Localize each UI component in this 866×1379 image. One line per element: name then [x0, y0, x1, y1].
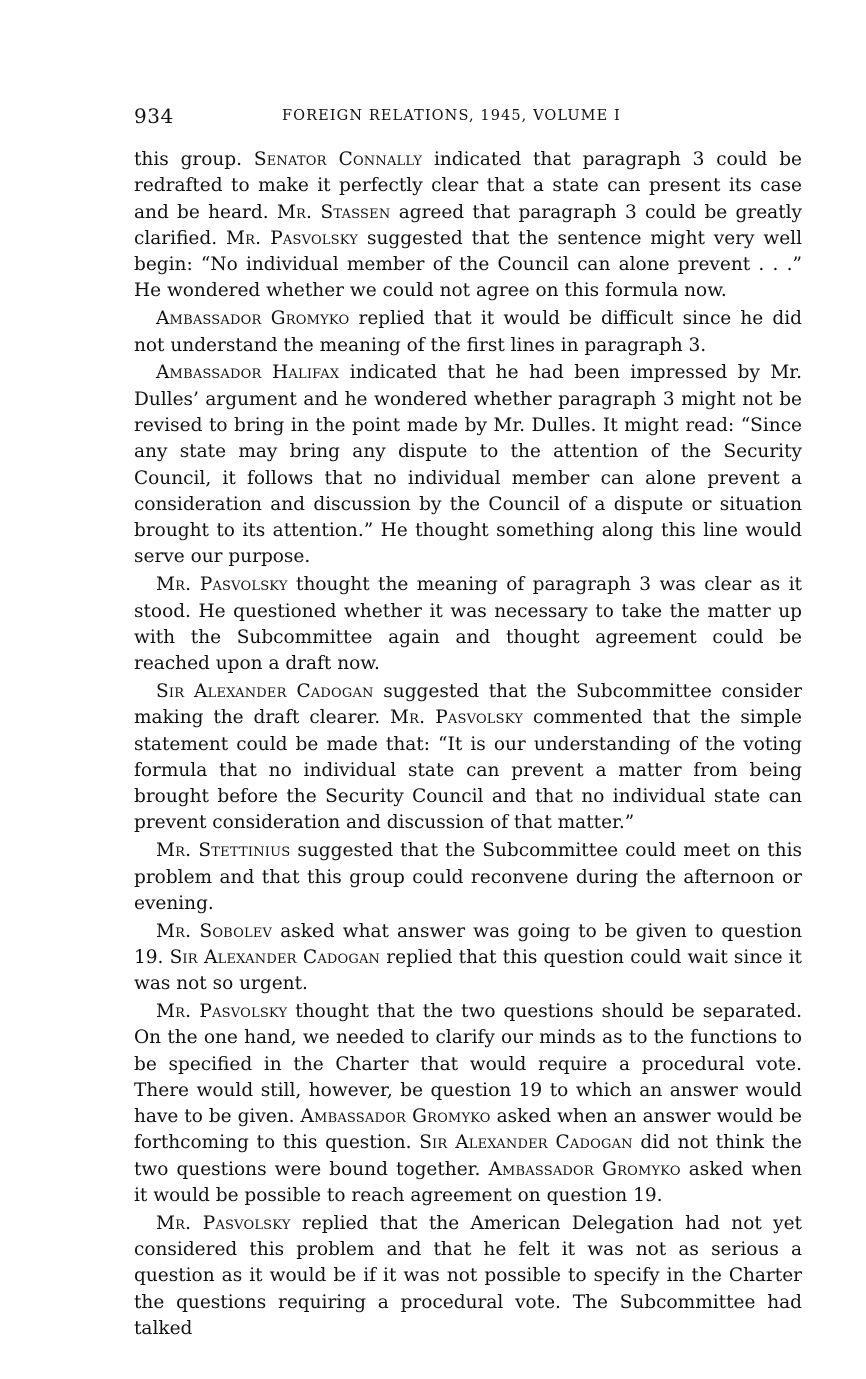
speaker-name: Mr. Stassen: [276, 201, 391, 223]
paragraph-text: agreed that paragraph 3 could be greatly clarified.: [134, 201, 802, 249]
speaker-name: Mr. Pasvolsky: [156, 1212, 291, 1234]
paragraph-text: thought that the two questions should be separated. On the one hand, we needed to clarify our minds as to the functions to be specified in the Charter that would require a procedural vote. There would still, however, be question 19 to which an answer would have to be given.: [134, 1001, 802, 1128]
paragraph-text: did not think the two questions were bound together.: [134, 1132, 802, 1180]
paragraph-text: this group.: [134, 149, 254, 170]
paragraph: [134, 999, 802, 1209]
paragraph: [134, 919, 802, 998]
paragraph: [134, 679, 802, 837]
speaker-name: Sir Alexander Cadogan: [419, 1132, 633, 1154]
speaker-name: Senator Connally: [253, 149, 423, 170]
paragraph: [134, 360, 802, 570]
paragraph-text: asked when it would be possible to reach agreement on question 19.: [134, 1158, 802, 1207]
running-head-title: FOREIGN RELATIONS, 1945, VOLUME I: [282, 108, 621, 124]
paragraph-text: replied that the American Delegation had not yet considered this problem and that he felt it was not as serious a question as it would be if it was not possible to specify in the Charter the questions requiring a procedural vote. The Subcommittee had talked: [134, 1212, 802, 1340]
paragraph: [134, 572, 802, 677]
paragraph-text: indicated that he had been impressed by Mr. Dulles’ argument and he wondered whether paragraph 3 might not be revised to bring in the point made by Mr. Dulles. It might read: “Since any state may bring any dispute to the attention of the Security Council, it follows that no individual member can alone prevent a consideration and discussion by the Council of a dispute or situation brought to its attention.” He thought something along this line would serve our purpose.: [134, 362, 802, 568]
speaker-name: Ambassador Halifax: [156, 362, 340, 384]
speaker-name: Mr. Pasvolsky: [156, 574, 288, 596]
page-number: 934: [134, 104, 174, 128]
speaker-name: Sir Alexander Cadogan: [169, 946, 381, 968]
speaker-name: Mr. Sobolev: [156, 920, 273, 942]
paragraph-text: commented that the simple statement could be made that: “It is our understanding of the voting formula that no individual state can prevent a matter from being brought before the Security Council and that no individual state can prevent consideration and discussion of that matter.”: [134, 707, 803, 834]
paragraph-text: suggested that the Subcommittee could meet on this problem and that this group could reconvene during the afternoon or evening.: [134, 840, 802, 914]
speaker-name: Ambassador Gromyko: [156, 308, 350, 330]
running-head: [134, 104, 802, 134]
paragraph-text: thought the meaning of paragraph 3 was clear as it stood. He questioned whether it was necessary to take the matter up with the Subcommittee again and thought agreement could be reached upon a draft now.: [134, 574, 802, 675]
paragraph: [134, 306, 802, 359]
paragraph-text: replied that it would be difficult since he did not understand the meaning of the first lines in paragraph 3.: [134, 308, 802, 356]
paragraph: [134, 147, 802, 305]
paragraph-text: suggested that the sentence might very well begin: “No individual member of the Council can alone prevent . . .” He wondered whether we could not agree on this formula now.: [134, 227, 802, 302]
speaker-name: Mr. Stettinius: [156, 840, 291, 862]
paragraph-text: asked when an answer would be forthcoming to this question.: [134, 1106, 802, 1154]
paragraph-text: suggested that the Subcommittee consider making the draft clearer.: [134, 680, 802, 729]
paragraph: [134, 838, 802, 917]
paragraph-text: replied that this question could wait since it was not so urgent.: [134, 946, 802, 995]
speaker-name: Mr. Pasvolsky: [225, 227, 359, 249]
speaker-name: Mr. Pasvolsky: [156, 1001, 288, 1022]
paragraph-text: indicated that paragraph 3 could be redrafted to make it perfectly clear that a state can present its case and be heard.: [134, 149, 802, 223]
paragraph: [134, 1211, 802, 1342]
speaker-name: Mr. Pasvolsky: [389, 707, 524, 729]
paragraph-text: asked what answer was going to be given to question 19.: [134, 920, 802, 968]
speaker-name: Ambassador Gromyko: [488, 1158, 681, 1180]
speaker-name: Ambassador Gromyko: [300, 1106, 491, 1128]
speaker-name: Sir Alexander Cadogan: [156, 680, 374, 702]
body-text: [134, 147, 802, 1344]
